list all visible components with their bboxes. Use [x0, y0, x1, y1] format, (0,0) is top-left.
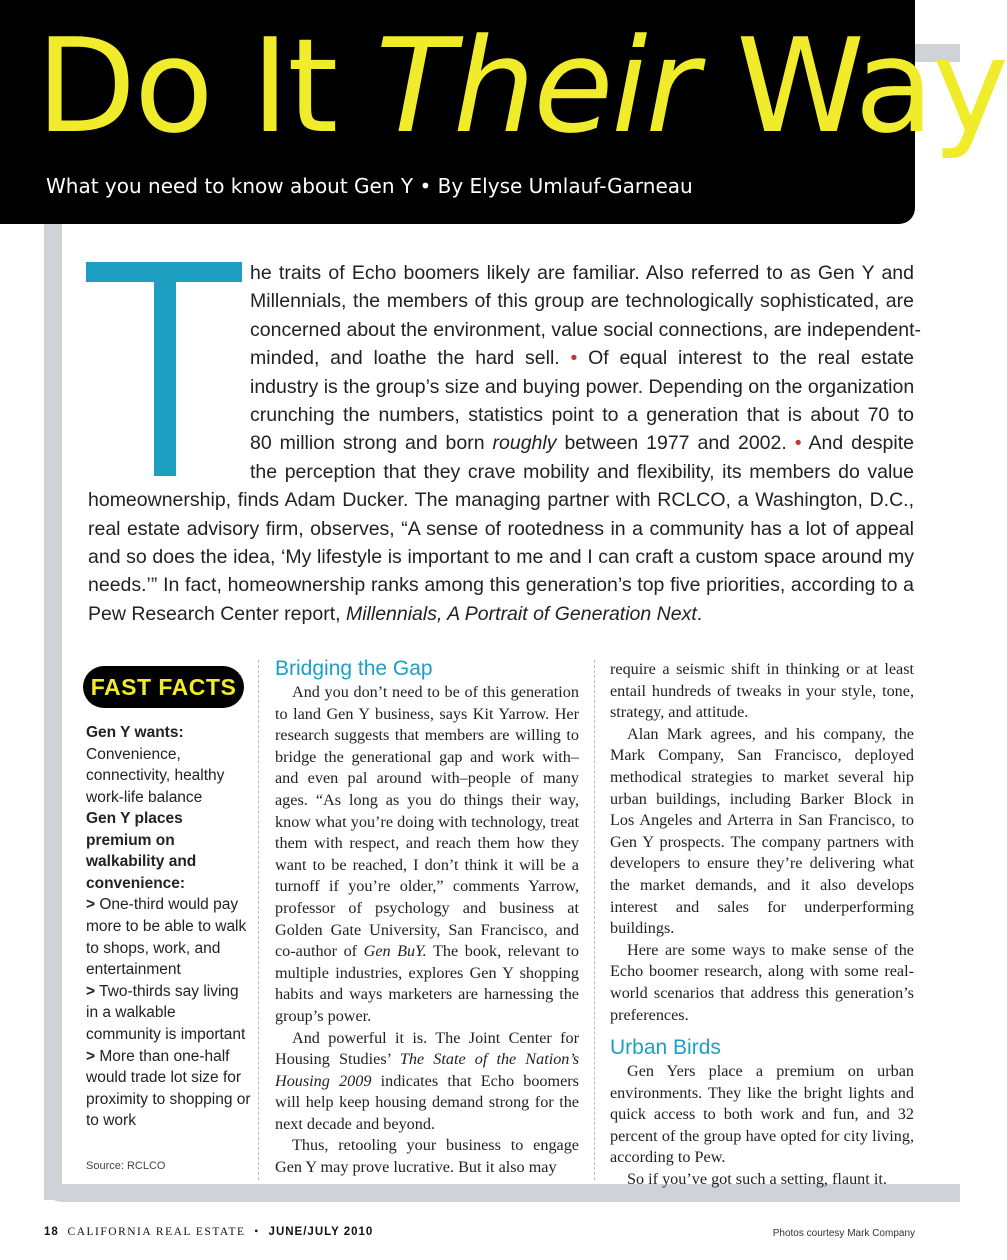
report-title: The State of the Nation’s Housing 2009 — [275, 1050, 579, 1090]
fast-fact-item: > More than one-half would trade lot size for proximity to shopping or to work — [86, 1047, 251, 1130]
intro-line: Millennials, the members of this group are technologically sophisticated, are — [250, 290, 914, 313]
fast-facts-premium — [86, 808, 251, 1132]
intro-line: he traits of Echo boomers likely are familiar. Also referred to as Gen Y and — [250, 262, 914, 284]
body-paragraph: Thus, retooling your business to engage Gen Y may prove lucrative. But it also may — [275, 1136, 579, 1177]
footer-folio: 18 CALIFORNIA REAL ESTATE • JUNE/JULY 2010 — [44, 1226, 374, 1238]
intro-line: needs.’” In fact, homeownership ranks among this generation’s top five priorities, according to a — [88, 574, 914, 597]
intro-line: real estate advisory firm, observes, “A sense of rootedness in a community has a lot of appeal — [88, 517, 914, 540]
fast-fact-item: > One-third would pay more to be able to walk to shops, work, and entertainment — [86, 896, 247, 979]
title-part-3: Way — [696, 10, 1007, 162]
page-number: 18 — [44, 1226, 59, 1238]
body-paragraph: And powerful it is. The Joint Center for Housing Studies’ The State of the Nation’s Housing 2009 indicates that Echo boomers will help keep housing demand strong for the next decade and beyond. — [275, 1028, 579, 1133]
body-paragraph: require a seismic shift in thinking or at least entail hundreds of tweaks in your style, tone, strategy, and attitude. — [610, 660, 914, 722]
wants-text: Convenience, connectivity, healthy work-life balance — [86, 745, 225, 806]
section-bullet: • — [794, 432, 802, 455]
wants-heading: Gen Y wants: — [86, 724, 184, 741]
intro-line: minded, and loathe the hard sell. • Of equal interest to the real estate — [250, 347, 914, 370]
intro-line: Pew Research Center report, Millennials, A Portrait of Generation Next. — [88, 602, 703, 625]
fast-facts-source: Source: RCLCO — [86, 1160, 166, 1172]
section-heading-bridging: Bridging the Gap — [275, 657, 433, 680]
issue-date: JUNE/JULY 2010 — [268, 1226, 374, 1238]
section-bullet: • — [570, 347, 578, 370]
article-subtitle: What you need to know about Gen Y • By Elyse Umlauf-Garneau — [46, 174, 693, 198]
intro-line: industry is the group’s size and buying power. Depending on the organization — [250, 375, 915, 398]
body-paragraph: Gen Yers place a premium on urban environments. They like the bright lights and quick access to both work and fun, and 32 percent of the group have opted for city living, according to Pew. — [610, 1062, 914, 1167]
photo-credit: Photos courtesy Mark Company — [772, 1228, 915, 1239]
body-paragraph: So if you’ve got such a setting, flaunt it. — [627, 1170, 887, 1189]
body-paragraph: Alan Mark agrees, and his company, the Mark Company, San Francisco, deployed methodical strategies to market several hip urban buildings, including Barker Block in Los Angeles and Arterra in San Francisco, to Gen Y prospects. The company partners with developers to ensure they’re delivering what the market demands, and it also develops interest and sales for underperforming buildings. — [610, 724, 914, 938]
fast-facts-wants — [86, 722, 251, 808]
fast-fact-item: > Two-thirds say living in a walkable community is important — [86, 982, 246, 1043]
section-heading-urban-birds: Urban Birds — [610, 1036, 721, 1060]
intro-line: the perception that they crave mobility and flexibility, its members do value — [250, 460, 914, 483]
body-column-2 — [610, 659, 914, 1191]
book-title: Gen BuY. — [363, 942, 427, 961]
drop-cap-t — [86, 262, 242, 476]
title-part-2: Their — [375, 10, 697, 162]
title-part-1: Do It — [36, 10, 376, 162]
header-banner — [0, 0, 1007, 224]
body-column-1 — [275, 656, 579, 1179]
intro-line: 80 million strong and born roughly between 1977 and 2002. • And despite — [250, 432, 914, 455]
article-title — [36, 10, 1007, 162]
intro-line: concerned about the environment, value social connections, are independent- — [250, 318, 922, 341]
frame-left-bar — [44, 224, 62, 1200]
body-paragraph: And you don’t need to be of this generation to land Gen Y business, says Kit Yarrow. Her research suggests that members are willing to bridge the generational gap and work with–and even pal around with–people of many ages. “As long as you do things their way, know what you’re doing with technology, treat them with respect, and reach them how they want to be reached, I don’t think it will be a turnoff if you’re older,” comments Yarrow, professor of psychology and business at Golden Gate University, San Francisco, and co-author of Gen BuY. The book, relevant to multiple industries, explores Gen Y shopping habits and ways marketers are harnessing the group’s power. — [275, 683, 579, 1025]
body-paragraph: Here are some ways to make sense of the Echo boomer research, along with some real-world scenarios that address this generation’s preferences. — [610, 940, 914, 1024]
magazine-name: CALIFORNIA REAL ESTATE — [67, 1226, 246, 1238]
premium-heading: Gen Y places premium on walkability and convenience: — [86, 810, 197, 892]
intro-line: and so does the idea, ‘My lifestyle is important to me and I can craft a custom space around my — [88, 546, 914, 568]
column-divider — [594, 660, 595, 1180]
drop-cap-stem — [154, 262, 176, 476]
intro-line: crunching the numbers, statistics point to a generation that is about 70 to — [250, 404, 914, 426]
column-divider — [258, 660, 259, 1180]
fast-facts-title: FAST FACTS — [83, 666, 244, 708]
intro-line: homeownership, finds Adam Ducker. The managing partner with RCLCO, a Washington, D.C., — [88, 489, 914, 512]
